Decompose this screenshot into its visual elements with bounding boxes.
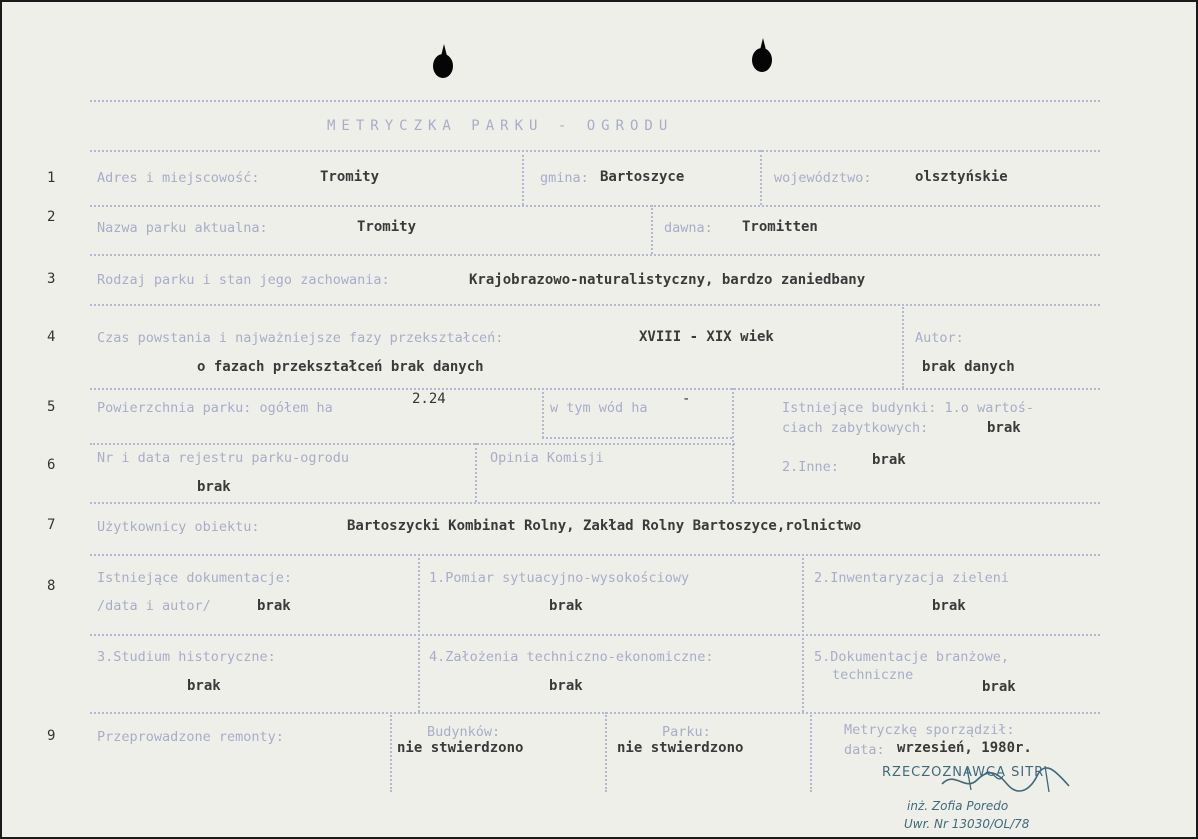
wojewodztwo-value: olsztyńskie [915,169,1008,185]
rule-row4-top [90,304,1100,306]
stamp-name: inż. Zofia Poredo [907,799,1009,813]
document-page [2,2,1196,837]
origin-time-value: XVIII - XIX wiek [639,329,774,345]
row-number-4: 4 [47,329,56,345]
row-number-6: 6 [47,457,56,473]
commission-label: Opinia Komisji [490,450,604,466]
wojewodztwo-label: województwo: [774,170,872,186]
rule-row1-top [90,150,1100,152]
rule-row6-top [90,443,735,445]
form-title: METRYCZKA PARKU - OGRODU [327,118,674,134]
user-label: Użytkownicy obiektu: [97,519,260,535]
rule-row2-top [90,205,1100,207]
survey-value: brak [549,598,583,614]
stamp-reg: Uwr. Nr 13030/OL/78 [904,817,1030,831]
stamp-title: RZECZOZNAWCA SITR [882,765,1045,780]
other-value: brak [872,452,906,468]
register-label: Nr i data rejestru parku-ogrodu [97,450,349,466]
docs-label-1: Istniejące dokumentacje: [97,570,293,586]
greenery-label: 2.Inwentaryzacja zieleni [814,570,1010,586]
address-label: Adres i miejscowość: [97,170,260,186]
rule-row8-mid [90,634,1100,636]
buildings-repairs-label: Budynków: [427,724,501,740]
row-number-8: 8 [47,578,56,594]
col-autor [902,304,904,388]
docs-label-2: /data i autor/ [97,598,211,614]
address-value: Tromity [320,169,380,185]
col-budynkow [390,712,392,792]
park-type-label: Rodzaj parku i stan jego zachowania: [97,272,390,288]
rule-row5-top [90,388,1100,390]
rule-row3-top [90,254,1100,256]
rule-row5-inner [542,437,732,439]
greenery-value: brak [932,598,966,614]
col-opinia [475,443,477,502]
rule-top [90,100,1100,102]
punch-hole-left [433,54,453,78]
phases-value: o fazach przekształceń brak danych [197,359,484,375]
user-value: Bartoszycki Kombinat Rolny, Zakład Rolny Bartoszyce,rolnictwo [347,518,862,534]
historical-label: 3.Studium historyczne: [97,649,276,665]
signature-icon [937,762,1077,796]
repairs-label: Przeprowadzone remonty: [97,729,284,745]
row-number-7: 7 [47,517,56,533]
docs-value: brak [257,598,291,614]
rule-row7-top [90,502,1100,504]
col-metryczke [810,712,812,792]
origin-time-label: Czas powstania i najważniejsze fazy przekształceń: [97,330,504,346]
name-current-label: Nazwa parku aktualna: [97,220,268,236]
park-repairs-label: Parku: [662,724,711,740]
prepared-by-label: Metryczkę sporządził: [844,722,1015,738]
buildings-label-2: ciach zabytkowych: [782,420,929,436]
row-number-5: 5 [47,399,56,415]
author-value: brak danych [922,359,1015,375]
branch-docs-label-1: 5.Dokumentacje branżowe, [814,649,1010,665]
assumptions-value: brak [549,678,583,694]
date-value: wrzesień, 1980r. [897,740,1032,756]
name-former-value: Tromitten [742,219,818,235]
survey-label: 1.Pomiar sytuacyjno-wysokościowy [429,570,690,586]
row-number-9: 9 [47,728,56,744]
author-label: Autor: [915,330,964,346]
rule-row8-top [90,554,1100,556]
water-label: w tym wód ha [550,400,648,416]
rule-row9-top [90,712,1100,714]
water-value: - [682,391,691,407]
branch-docs-value: brak [982,679,1016,695]
col-gmina [522,150,524,205]
gmina-value: Bartoszyce [600,169,685,185]
name-former-label: dawna: [664,220,713,236]
gmina-label: gmina: [540,170,589,186]
area-label: Powierzchnia parku: ogółem ha [97,400,333,416]
register-value: brak [197,479,231,495]
row-number-1: 1 [47,170,56,186]
date-label: data: [844,742,885,758]
col-wojewodztwo [760,150,762,205]
buildings-value: brak [987,420,1021,436]
area-value: 2.24 [412,391,446,407]
punch-hole-right [752,48,772,72]
name-current-value: Tromity [357,219,417,235]
col-parku [605,712,607,792]
park-type-value: Krajobrazowo-naturalistyczny, bardzo zaniedbany [469,272,866,288]
buildings-repairs-value: nie stwierdzono [397,740,524,756]
col-doc-2 [418,554,420,712]
col-wod [542,388,544,438]
park-repairs-value: nie stwierdzono [617,740,744,756]
col-dawna [651,205,653,254]
branch-docs-label-2: techniczne [832,667,914,683]
row-number-2: 2 [47,209,56,225]
assumptions-label: 4.Założenia techniczno-ekonomiczne: [429,649,714,665]
col-doc-3 [802,554,804,712]
col-budynki [732,388,734,502]
row-number-3: 3 [47,271,56,287]
historical-value: brak [187,678,221,694]
buildings-label-1: Istniejące budynki: 1.o wartoś- [782,400,1034,416]
other-label: 2.Inne: [782,459,839,475]
